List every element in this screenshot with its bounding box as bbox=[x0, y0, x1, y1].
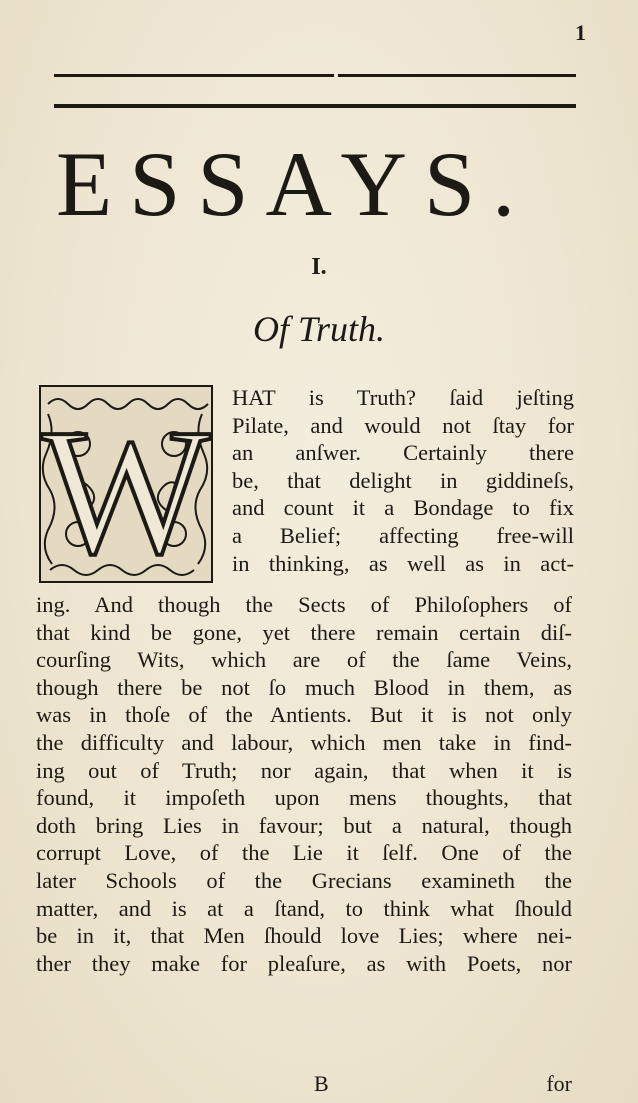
essay-heading: Of Truth. bbox=[252, 309, 386, 349]
body-text-block bbox=[36, 591, 572, 977]
text-line: the difficulty and labour, which men take in find- bbox=[36, 729, 572, 755]
text-line: a Belief; affecting free-will bbox=[232, 522, 574, 548]
text-line: in thinking, as well as in act- bbox=[232, 550, 574, 576]
text-line: courſing Wits, which are of the ſame Veins, bbox=[36, 647, 572, 673]
ornamental-initial-image bbox=[38, 384, 214, 584]
indented-text-block bbox=[232, 384, 574, 577]
text-line: was in thoſe of the Antients. But it is not only bbox=[36, 702, 572, 728]
header-rule-left bbox=[54, 74, 334, 77]
text-line: ther they make for pleaſure, as with Poets, nor bbox=[36, 950, 572, 976]
header-rule-right bbox=[338, 74, 576, 77]
text-line: Pilate, and would not ſtay for bbox=[232, 412, 574, 438]
text-line: matter, and is at a ſtand, to think what ſhould bbox=[36, 895, 572, 921]
signature-mark: B bbox=[314, 1071, 329, 1096]
text-line: doth bring Lies in favour; but a natural, though bbox=[36, 812, 572, 838]
text-line: ing out of Truth; nor again, that when it is bbox=[36, 757, 572, 783]
essay-number: I. bbox=[311, 254, 327, 280]
text-line: corrupt Love, of the Lie it ſelf. One of the bbox=[36, 840, 572, 866]
header-rule-full bbox=[54, 104, 576, 108]
text-line: ing. And though the Sects of Philoſophers of bbox=[36, 592, 572, 617]
text-line: an anſwer. Certainly there bbox=[232, 440, 574, 466]
text-line: HAT is Truth? ſaid jeſting bbox=[232, 385, 574, 410]
page-number: 1 bbox=[575, 20, 586, 45]
text-line: found, it impoſeth upon mens thoughts, that bbox=[36, 785, 572, 811]
drop-cap-letter: W bbox=[41, 392, 211, 584]
text-line: be in it, that Men ſhould love Lies; where nei- bbox=[36, 923, 572, 949]
text-line: later Schools of the Grecians examineth the bbox=[36, 867, 572, 893]
page-title: ESSAYS. bbox=[56, 133, 533, 235]
text-line: that kind be gone, yet there remain certain diſ- bbox=[36, 619, 572, 645]
catchword: for bbox=[546, 1071, 572, 1096]
text-line: be, that delight in giddineſs, bbox=[232, 467, 574, 493]
text-line: and count it a Bondage to fix bbox=[232, 495, 574, 521]
text-line: though there be not ſo much Blood in them, as bbox=[36, 674, 572, 700]
ornamental-initial-w bbox=[38, 384, 214, 584]
